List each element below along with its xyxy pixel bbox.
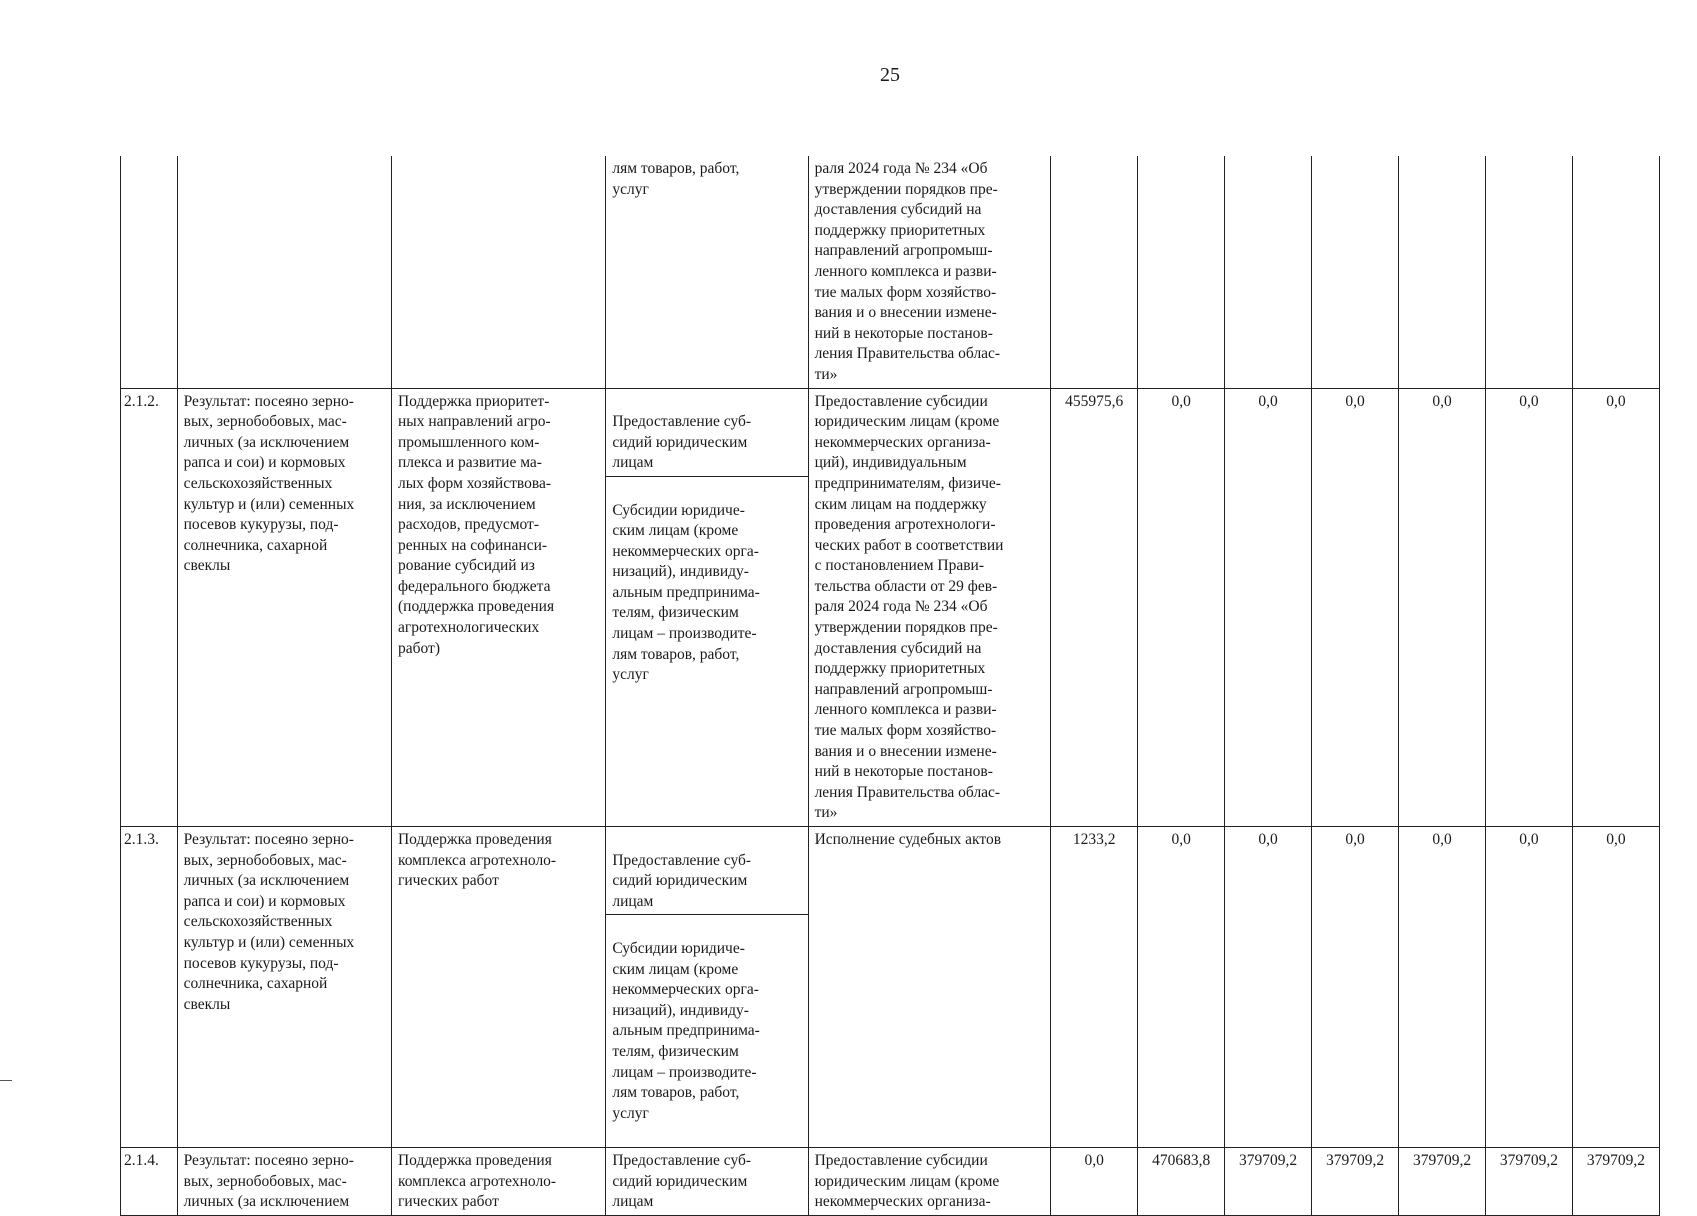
row-number [121,156,178,388]
value-cell [1138,156,1225,388]
support-type-cell [606,388,808,826]
row-number: 2.1.3. [121,827,178,1148]
value-cell: 379709,2 [1399,1147,1486,1215]
legal-basis-cell: раля 2024 года № 234 «Об утверждении порядков пре- доставления субсидий на поддержку приоритетных направлений агропромыш- ленного комплекса и разви- тие малых форм хозяйство- вания и о внесении измене- ний в некоторые постанов- ления Правительства облас- ти» [808,156,1051,388]
table-row [121,1147,1660,1215]
result-cell: Результат: посеяно зерно- вых, зернобобовых, мас- личных (за исключением [177,1147,391,1215]
result-cell: Результат: посеяно зерно- вых, зернобобовых, мас- личных (за исключением рапса и сои) и кормовых сельскохозяйственных культур и (или) семенных посевов кукурузы, под- солнечника, сахарной свеклы [177,827,391,1148]
support-type-detail: Субсидии юридиче- ским лицам (кроме некоммерческих орга- низаций), индивиду- альным предпринима- телям, физическим лицам – производите- лям товаров, работ, услуг [612,939,760,1122]
value-cell: 0,0 [1399,827,1486,1148]
value-cell: 1233,2 [1051,827,1138,1148]
measure-cell [391,156,605,388]
value-cell: 0,0 [1225,827,1312,1148]
row-number: 2.1.2. [121,388,178,826]
table-row [121,827,1660,1148]
measure-cell: Поддержка проведения комплекса агротехноло- гических работ [391,1147,605,1215]
value-cell [1051,156,1138,388]
value-cell: 0,0 [1312,388,1399,826]
support-type-cell: Предоставление суб- сидий юридическим лицам [606,1147,808,1215]
value-cell: 0,0 [1051,1147,1138,1215]
measure-cell: Поддержка приоритет- ных направлений агро- промышленного ком- плекса и развитие ма- лых форм хозяйствова- ния, за исключением расходов, предусмот- ренных на софинанси- рование субсидий из федерального бюджета (поддержка проведения агротехнологических работ) [391,388,605,826]
table-row-continuation [121,156,1660,388]
value-cell: 379709,2 [1225,1147,1312,1215]
legal-basis-cell: Исполнение судебных актов [808,827,1051,1148]
value-cell: 0,0 [1138,827,1225,1148]
page-number: 25 [880,64,900,86]
legal-basis-cell: Предоставление субсидии юридическим лицам (кроме некоммерческих организа- [808,1147,1051,1215]
row-number: 2.1.4. [121,1147,178,1215]
value-cell: 0,0 [1399,388,1486,826]
measure-cell: Поддержка проведения комплекса агротехноло- гических работ [391,827,605,1148]
value-cell: 0,0 [1225,388,1312,826]
value-cell [1225,156,1312,388]
value-cell: 0,0 [1572,827,1659,1148]
value-cell [1399,156,1486,388]
result-cell: Результат: посеяно зерно- вых, зернобобовых, мас- личных (за исключением рапса и сои) и кормовых сельскохозяйственных культур и (или) семенных посевов кукурузы, под- солнечника, сахарной свеклы [177,388,391,826]
value-cell: 379709,2 [1312,1147,1399,1215]
support-type-cell [606,827,808,1148]
value-cell: 379709,2 [1572,1147,1659,1215]
value-cell: 0,0 [1486,827,1573,1148]
value-cell: 455975,6 [1051,388,1138,826]
value-cell [1312,156,1399,388]
program-measures-table [120,156,1660,1216]
result-cell [177,156,391,388]
value-cell: 379709,2 [1486,1147,1573,1215]
margin-mark [0,1080,12,1081]
value-cell: 0,0 [1312,827,1399,1148]
support-type-label: Предоставление суб- сидий юридическим лицам [606,848,807,916]
support-type-cell: лям товаров, работ, услуг [606,156,808,388]
support-type-detail: Субсидии юридиче- ским лицам (кроме некоммерческих орга- низаций), индивиду- альным предпринима- телям, физическим лицам – производите- лям товаров, работ, услуг [612,501,760,684]
value-cell [1572,156,1659,388]
support-type-label: Предоставление суб- сидий юридическим лицам [606,409,807,477]
value-cell [1486,156,1573,388]
value-cell: 0,0 [1138,388,1225,826]
value-cell: 0,0 [1572,388,1659,826]
value-cell: 0,0 [1486,388,1573,826]
value-cell: 470683,8 [1138,1147,1225,1215]
table-row [121,388,1660,826]
legal-basis-cell: Предоставление субсидии юридическим лицам (кроме некоммерческих организа- ций), индивидуальным предпринимателям, физиче- ским лицам на поддержку проведения агротехнологи- ческих работ в соответствии с постановлением Прави- тельства области от 29 фев- раля 2024 года № 234 «Об утверждении порядков пре- доставления субсидий на поддержку приоритетных направлений агропромыш- ленного комплекса и разви- тие малых форм хозяйство- вания и о внесении измене- ний в некоторые постанов- ления Правительства облас- ти» [808,388,1051,826]
